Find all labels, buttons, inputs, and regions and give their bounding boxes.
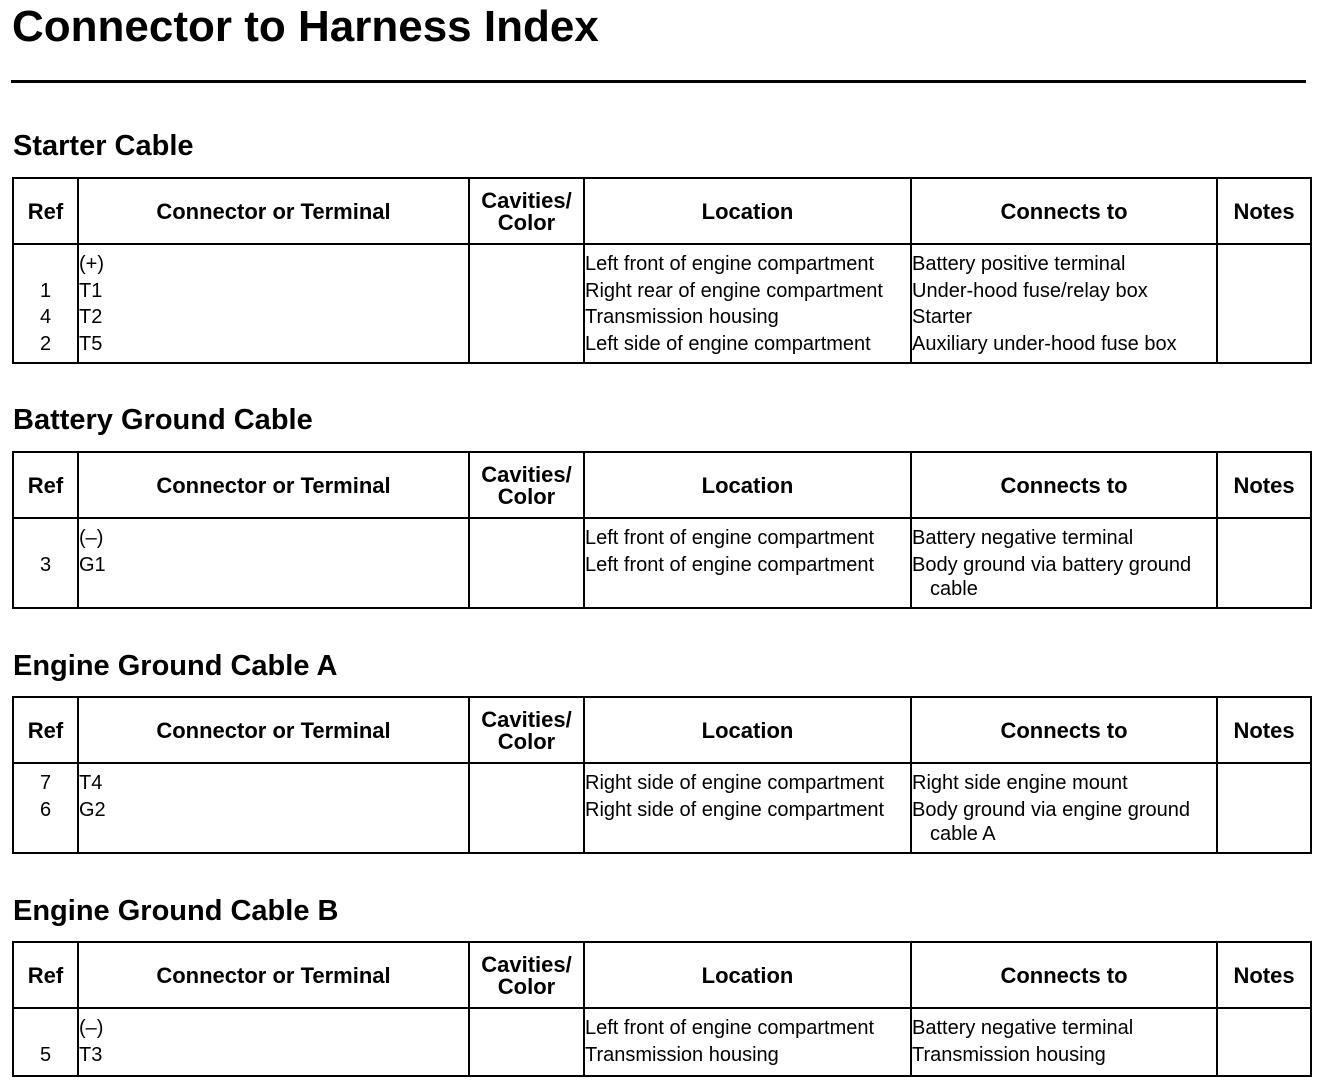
ref-value: 4 [39, 306, 52, 328]
column-header-notes: Notes [1217, 178, 1311, 244]
column-header-location: Location [584, 942, 911, 1008]
ref-value [14, 525, 77, 552]
engine-ground-cable-a-table [12, 696, 1312, 854]
terminal-value: T3 [79, 1043, 103, 1066]
column-header-location: Location [584, 178, 911, 244]
column-header-cavities [469, 178, 584, 244]
cavities-label-line2: Color [497, 210, 556, 235]
column-header-ref: Ref [13, 697, 78, 763]
location-value: Transmission housing [585, 1043, 779, 1066]
location-cell [584, 763, 911, 853]
terminal-value: T5 [79, 332, 103, 355]
location-value: Left side of engine compartment [585, 332, 871, 355]
ref-cell [13, 244, 78, 363]
column-header-notes: Notes [1217, 697, 1311, 763]
connects-to-cell [911, 1008, 1217, 1076]
connects-to-value: Body ground via battery ground cable [912, 553, 1192, 600]
location-value: Transmission housing [585, 306, 779, 328]
battery-ground-cable-table [12, 451, 1312, 609]
column-header-connects-to: Connects to [911, 697, 1217, 763]
column-header-notes: Notes [1217, 942, 1311, 1008]
section-heading-starter-cable: Starter Cable [13, 130, 194, 162]
connects-to-value: Battery positive terminal [912, 253, 1126, 275]
location-value: Right side of engine compartment [585, 798, 885, 821]
table-header-row [13, 178, 1311, 244]
title-divider [11, 80, 1306, 83]
cavities-cell [469, 1008, 584, 1076]
connects-to-cell [911, 518, 1217, 608]
column-header-terminal: Connector or Terminal [78, 452, 469, 518]
location-cell [584, 518, 911, 608]
ref-value: 2 [39, 332, 52, 355]
column-header-ref: Ref [13, 178, 78, 244]
ref-cell [13, 1008, 78, 1076]
ref-value: 3 [39, 553, 52, 576]
ref-value: 7 [39, 772, 52, 794]
table-row [13, 763, 1311, 853]
table-row [13, 1008, 1311, 1076]
connects-to-value: Starter [912, 306, 973, 328]
terminal-value: T4 [79, 772, 103, 794]
cavities-label-line2: Color [497, 974, 556, 999]
column-header-cavities [469, 942, 584, 1008]
ref-value: 1 [39, 279, 52, 302]
column-header-location: Location [584, 697, 911, 763]
ref-cell [13, 518, 78, 608]
cavities-label-line2: Color [497, 729, 556, 754]
terminal-value: (+) [79, 253, 104, 275]
column-header-cavities [469, 452, 584, 518]
section-heading-engine-ground-cable-a: Engine Ground Cable A [13, 650, 338, 682]
column-header-terminal: Connector or Terminal [78, 697, 469, 763]
connects-to-value: Battery negative terminal [912, 527, 1134, 549]
connects-to-value: Battery negative terminal [912, 1017, 1134, 1039]
column-header-cavities [469, 697, 584, 763]
terminal-value: (–) [79, 527, 104, 549]
column-header-ref: Ref [13, 942, 78, 1008]
connects-to-cell [911, 763, 1217, 853]
location-value: Right rear of engine compartment [585, 279, 883, 302]
connects-to-cell [911, 244, 1217, 363]
section-heading-battery-ground-cable: Battery Ground Cable [13, 404, 313, 436]
column-header-terminal: Connector or Terminal [78, 942, 469, 1008]
terminal-cell [78, 244, 469, 363]
location-cell [584, 1008, 911, 1076]
table-header-row [13, 697, 1311, 763]
ref-value: 6 [39, 798, 52, 821]
column-header-ref: Ref [13, 452, 78, 518]
connects-to-value: Right side engine mount [912, 772, 1128, 794]
table-header-row [13, 942, 1311, 1008]
terminal-value: G2 [79, 798, 106, 821]
terminal-value: T1 [79, 279, 103, 302]
column-header-connects-to: Connects to [911, 452, 1217, 518]
cavities-label-line1: Cavities/ [481, 462, 572, 487]
starter-cable-table [12, 177, 1312, 364]
ref-value [14, 251, 77, 278]
terminal-cell [78, 1008, 469, 1076]
column-header-connects-to: Connects to [911, 942, 1217, 1008]
location-value: Left front of engine compartment [585, 553, 875, 576]
ref-cell [13, 763, 78, 853]
location-value: Left front of engine compartment [585, 1017, 875, 1039]
table-row [13, 244, 1311, 363]
terminal-cell [78, 518, 469, 608]
notes-cell [1217, 518, 1311, 608]
column-header-connects-to: Connects to [911, 178, 1217, 244]
column-header-terminal: Connector or Terminal [78, 178, 469, 244]
connects-to-value: Body ground via engine ground cable A [912, 798, 1190, 845]
notes-cell [1217, 244, 1311, 363]
location-cell [584, 244, 911, 363]
section-heading-engine-ground-cable-b: Engine Ground Cable B [13, 895, 339, 927]
column-header-location: Location [584, 452, 911, 518]
cavities-cell [469, 518, 584, 608]
column-header-notes: Notes [1217, 452, 1311, 518]
cavities-label-line2: Color [497, 484, 556, 509]
cavities-label-line1: Cavities/ [481, 707, 572, 732]
cavities-label-line1: Cavities/ [481, 188, 572, 213]
terminal-value: (–) [79, 1017, 104, 1039]
engine-ground-cable-b-table [12, 941, 1312, 1077]
terminal-value: T2 [79, 306, 103, 328]
cavities-label-line1: Cavities/ [481, 952, 572, 977]
page-title: Connector to Harness Index [12, 2, 599, 51]
notes-cell [1217, 1008, 1311, 1076]
notes-cell [1217, 763, 1311, 853]
terminal-value: G1 [79, 553, 106, 576]
connects-to-value: Auxiliary under-hood fuse box [912, 332, 1177, 355]
location-value: Left front of engine compartment [585, 253, 875, 275]
connects-to-value: Transmission housing [912, 1043, 1106, 1066]
cavities-cell [469, 763, 584, 853]
connects-to-value: Under-hood fuse/relay box [912, 279, 1148, 302]
ref-value [14, 1015, 77, 1042]
location-value: Right side of engine compartment [585, 772, 885, 794]
location-value: Left front of engine compartment [585, 527, 875, 549]
table-row [13, 518, 1311, 608]
table-header-row [13, 452, 1311, 518]
terminal-cell [78, 763, 469, 853]
cavities-cell [469, 244, 584, 363]
ref-value: 5 [39, 1043, 52, 1066]
